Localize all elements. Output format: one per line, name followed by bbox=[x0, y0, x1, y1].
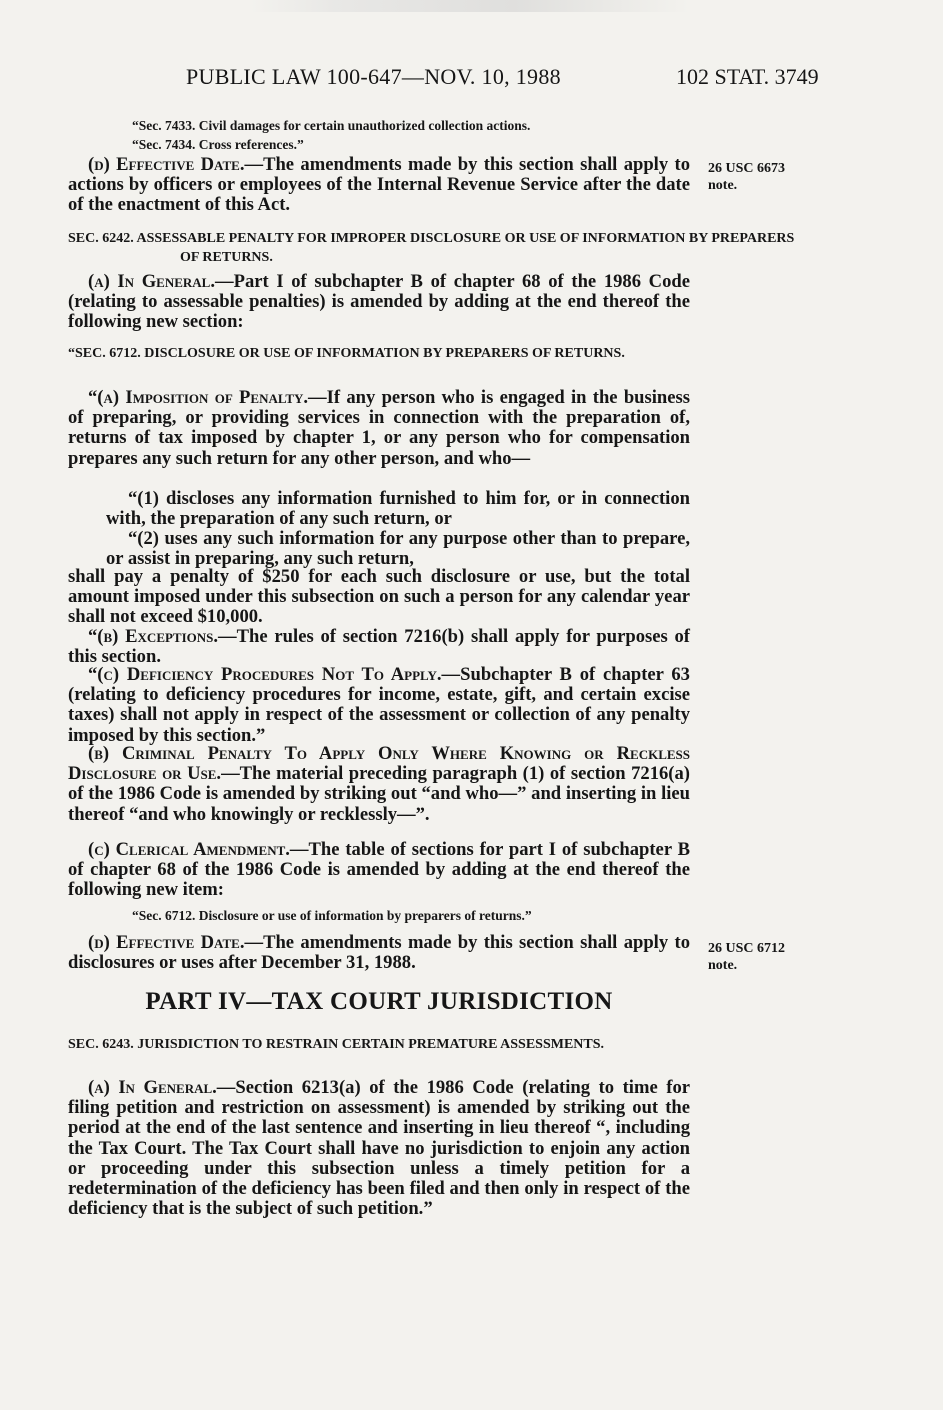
deficiency-procedures-label: “(c) Deficiency Procedures Not To Apply. bbox=[88, 664, 442, 685]
margin-note-6673-cite: 26 USC 6673 bbox=[708, 161, 786, 176]
effective-date-paragraph-1 bbox=[68, 155, 690, 216]
effective-date-label-1: (d) Effective Date. bbox=[88, 154, 245, 175]
margin-note-6673 bbox=[708, 160, 785, 194]
margin-note-6712-cite: 26 USC 6712 bbox=[708, 941, 786, 956]
margin-note-6712-note: note. bbox=[708, 958, 738, 973]
toc-line-7433: “Sec. 7433. Civil damages for certain unauthorized collection actions. bbox=[132, 118, 531, 133]
in-general-paragraph-2 bbox=[68, 1078, 690, 1219]
imposition-of-penalty-paragraph bbox=[68, 388, 690, 469]
criminal-penalty-label: (b) Criminal Penalty To Apply Only Where Knowing or Reckless Disclosure or Use. bbox=[68, 743, 690, 785]
toc-line-6712: “Sec. 6712. Disclosure or use of information by preparers of returns.” bbox=[132, 908, 532, 923]
clerical-amendment-paragraph bbox=[68, 840, 690, 901]
section-6243-heading: SEC. 6243. JURISDICTION TO RESTRAIN CERTAIN PREMATURE ASSESSMENTS. bbox=[68, 1037, 605, 1052]
in-general-label-1: (a) In General. bbox=[88, 271, 215, 292]
criminal-penalty-text: —The material preceding paragraph (1) of section 7216(a) of the 1986 Code is amended by striking out “and who—” and inserting in lieu thereof “and who knowingly or recklessly—”. bbox=[68, 763, 690, 825]
deficiency-procedures-text: —Subchapter B of chapter 63 (relating to deficiency procedures for income, estate, gift, and certain excise taxes) shall not apply in respect of the assessment or collection of any penalty imposed by this section.” bbox=[68, 664, 690, 746]
exceptions-paragraph bbox=[68, 627, 690, 667]
scan-artifact bbox=[250, 0, 690, 12]
imposition-of-penalty-text: —If any person who is engaged in the business of preparing, or providing services in connection with the preparation of, returns of tax imposed by chapter 1, or any person who for compensation prepares any such return for any other person, and who— bbox=[68, 387, 690, 469]
list-item-1: “(1) discloses any information furnished to him for, or in connection with, the preparation of any such return, or bbox=[106, 488, 690, 530]
running-header-stat: 102 STAT. 3749 bbox=[676, 64, 819, 89]
effective-date-paragraph-2 bbox=[68, 933, 690, 973]
margin-note-6673-note: note. bbox=[708, 178, 738, 193]
in-general-text-1: —Part I of subchapter B of chapter 68 of the 1986 Code (relating to assessable penalties) is amended by adding at the end thereof the following new section: bbox=[68, 271, 690, 333]
running-header-title: PUBLIC LAW 100-647—NOV. 10, 1988 bbox=[186, 64, 561, 89]
penalty-amount-paragraph: shall pay a penalty of $250 for each such disclosure or use, but the total amount imposed under this subsection on such a person for any calendar year shall not exceed $10,000. bbox=[68, 566, 690, 628]
exceptions-text: —The rules of section 7216(b) shall apply for purposes of this section. bbox=[68, 626, 690, 668]
effective-date-label-2: (d) Effective Date. bbox=[88, 932, 245, 953]
in-general-label-2: (a) In General. bbox=[88, 1077, 217, 1098]
imposition-of-penalty-label: “(a) Imposition of Penalty. bbox=[88, 387, 309, 408]
margin-note-6712 bbox=[708, 940, 785, 974]
criminal-penalty-paragraph bbox=[68, 744, 690, 825]
deficiency-procedures-paragraph bbox=[68, 665, 690, 746]
toc-line-7434: “Sec. 7434. Cross references.” bbox=[132, 137, 304, 152]
part-title: PART IV—TAX COURT JURISDICTION bbox=[145, 988, 613, 1015]
section-6712-heading: “SEC. 6712. DISCLOSURE OR USE OF INFORMATION BY PREPARERS OF RETURNS. bbox=[68, 346, 625, 361]
clerical-amendment-label: (c) Clerical Amendment. bbox=[88, 839, 290, 860]
clerical-amendment-text: —The table of sections for part I of subchapter B of chapter 68 of the 1986 Code is amended by adding at the end thereof the following new item: bbox=[68, 839, 690, 901]
in-general-paragraph-1 bbox=[68, 272, 690, 333]
in-general-text-2: —Section 6213(a) of the 1986 Code (relating to time for filing petition and restriction on assessment) is amended by striking out the period at the end of the last sentence and inserting in lieu thereof “, including the Tax Court. The Tax Court shall have no jurisdiction to enjoin any action or proceeding under this subsection unless a timely petition for a redetermination of the deficiency has been filed and then only in respect of the deficiency that is the subject of such petition.” bbox=[68, 1077, 690, 1220]
list-item-2: “(2) uses any such information for any purpose other than to prepare, or assist in preparing, any such return, bbox=[106, 528, 690, 570]
effective-date-text-2: —The amendments made by this section shall apply to disclosures or uses after December 31, 1988. bbox=[68, 932, 690, 974]
effective-date-text-1: —The amendments made by this section shall apply to actions by officers or employees of the Internal Revenue Service after the date of the enactment of this Act. bbox=[68, 154, 690, 216]
section-6242-heading: SEC. 6242. ASSESSABLE PENALTY FOR IMPROPER DISCLOSURE OR USE OF INFORMATION BY PREPARERS OF RETURNS. bbox=[68, 231, 795, 265]
exceptions-label: “(b) Exceptions. bbox=[88, 626, 219, 647]
